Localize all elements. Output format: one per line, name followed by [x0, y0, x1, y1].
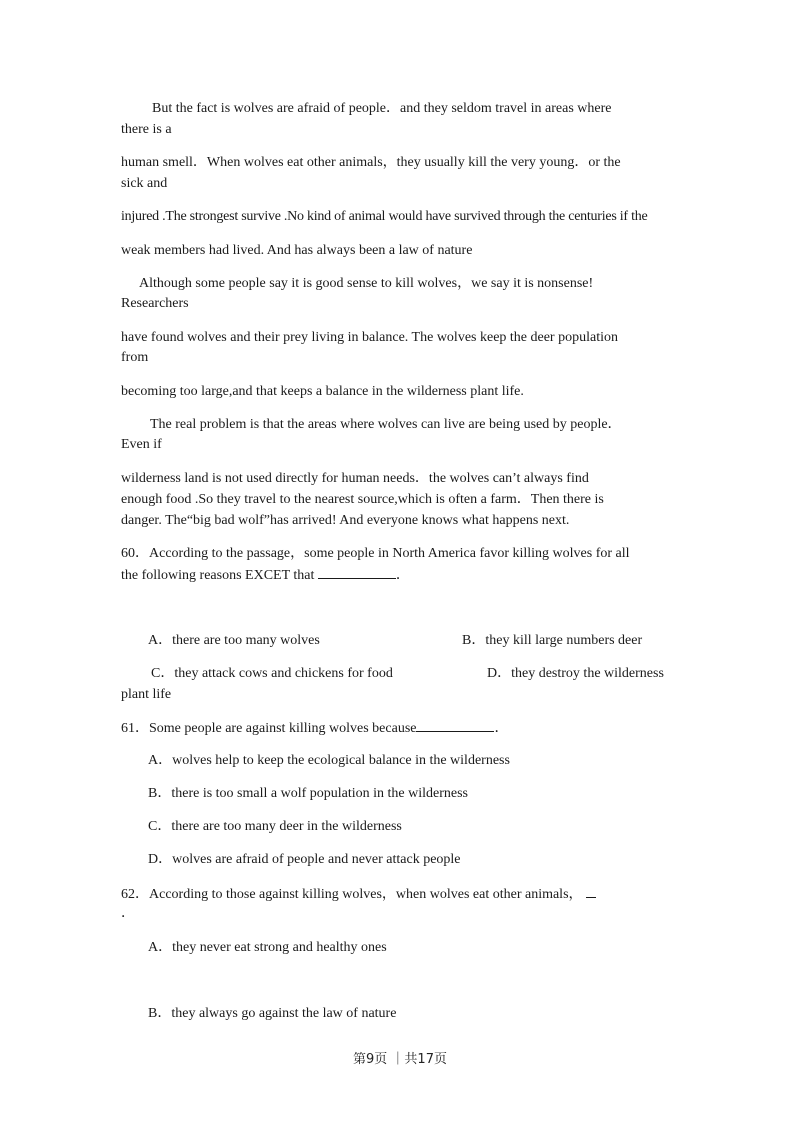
option-c: C．they attack cows and chickens for food — [151, 666, 393, 681]
question-60-stem — [121, 564, 679, 586]
option-d-continuation: plant life — [121, 687, 172, 702]
question-text: ． — [494, 721, 509, 736]
passage-line — [121, 293, 679, 314]
passage-text: weak members had lived. And has always been a law of nature — [121, 243, 473, 258]
passage-text: danger. The“big bad wolf”has arrived! And everyone knows what happens next. — [121, 513, 570, 528]
passage-line — [139, 273, 679, 294]
passage-text: Researchers — [121, 296, 189, 311]
option-text: C．there are too many deer in the wilderness — [148, 819, 402, 834]
option-text: B．they always go against the law of nature — [148, 1006, 397, 1021]
option-b — [148, 783, 679, 804]
option-text: A．wolves help to keep the ecological balance in the wilderness — [148, 753, 510, 768]
question-60-stem — [121, 543, 679, 564]
passage-text: But the fact is wolves are afraid of people．and they seldom travel in areas where — [152, 101, 612, 116]
option-b: B．they kill large numbers deer — [462, 633, 643, 648]
question-61-stem — [121, 717, 679, 739]
answer-blank — [416, 717, 494, 732]
passage-line — [121, 173, 679, 194]
option-text: A．they never eat strong and healthy ones — [148, 940, 387, 955]
passage-text: Even if — [121, 437, 162, 452]
page-footer: 第9页 ｜共17页 — [353, 1052, 447, 1067]
passage-line — [121, 510, 679, 531]
passage-line — [121, 381, 679, 402]
passage-line — [121, 434, 679, 455]
question-62-stem — [121, 883, 679, 905]
option-d: D．they destroy the wilderness — [487, 666, 664, 681]
option-d — [148, 849, 679, 870]
passage-text: human smell．When wolves eat other animals，they usually kill the very young．or the — [121, 155, 621, 170]
option-a: A．there are too many wolves — [148, 633, 320, 648]
question-60-option-d-cont — [121, 684, 679, 705]
question-text: ． — [395, 568, 410, 583]
passage-line — [121, 240, 679, 261]
answer-blank — [318, 564, 396, 579]
passage-line — [121, 327, 679, 348]
question-text: 61．Some people are against killing wolves because — [121, 721, 417, 736]
option-a — [148, 750, 679, 771]
question-text: 60．According to the passage，some people in North America favor killing wolves for all — [121, 546, 630, 561]
passage-text: there is a — [121, 122, 172, 137]
passage-text: sick and — [121, 176, 168, 191]
passage-line — [152, 98, 679, 119]
passage-line — [121, 206, 679, 227]
question-text: the following reasons EXCET that — [121, 568, 315, 583]
passage-text: The real problem is that the areas where wolves can live are being used by people． — [150, 417, 622, 432]
option-text: D．wolves are afraid of people and never attack people — [148, 852, 461, 867]
passage-line — [150, 414, 679, 435]
passage-text: from — [121, 350, 149, 365]
passage-line — [121, 347, 679, 368]
question-text: 62．According to those against killing wolves，when wolves eat other animals， — [121, 887, 583, 902]
passage-text: becoming too large,and that keeps a balance in the wilderness plant life. — [121, 384, 524, 399]
option-c — [148, 816, 679, 837]
option-b — [148, 1003, 679, 1024]
passage-text: enough food .So they travel to the nearest source,which is often a farm．Then there is — [121, 492, 604, 507]
answer-blank — [586, 883, 596, 898]
question-text: ． — [121, 906, 135, 921]
passage-text: injured .The strongest survive .No kind of animal would have survived through the centuries if the — [121, 209, 648, 224]
passage-text: Although some people say it is good sense to kill wolves，we say it is nonsense! — [139, 276, 594, 291]
question-62-stem-end — [121, 903, 679, 924]
option-text: B．there is too small a wolf population in the wilderness — [148, 786, 469, 801]
option-a — [148, 937, 679, 958]
passage-line — [121, 152, 679, 173]
passage-line — [121, 119, 679, 140]
passage-line — [121, 489, 679, 510]
passage-text: have found wolves and their prey living in balance. The wolves keep the deer population — [121, 330, 618, 345]
passage-line — [121, 468, 679, 489]
passage-text: wilderness land is not used directly for human needs．the wolves can’t always find — [121, 471, 589, 486]
